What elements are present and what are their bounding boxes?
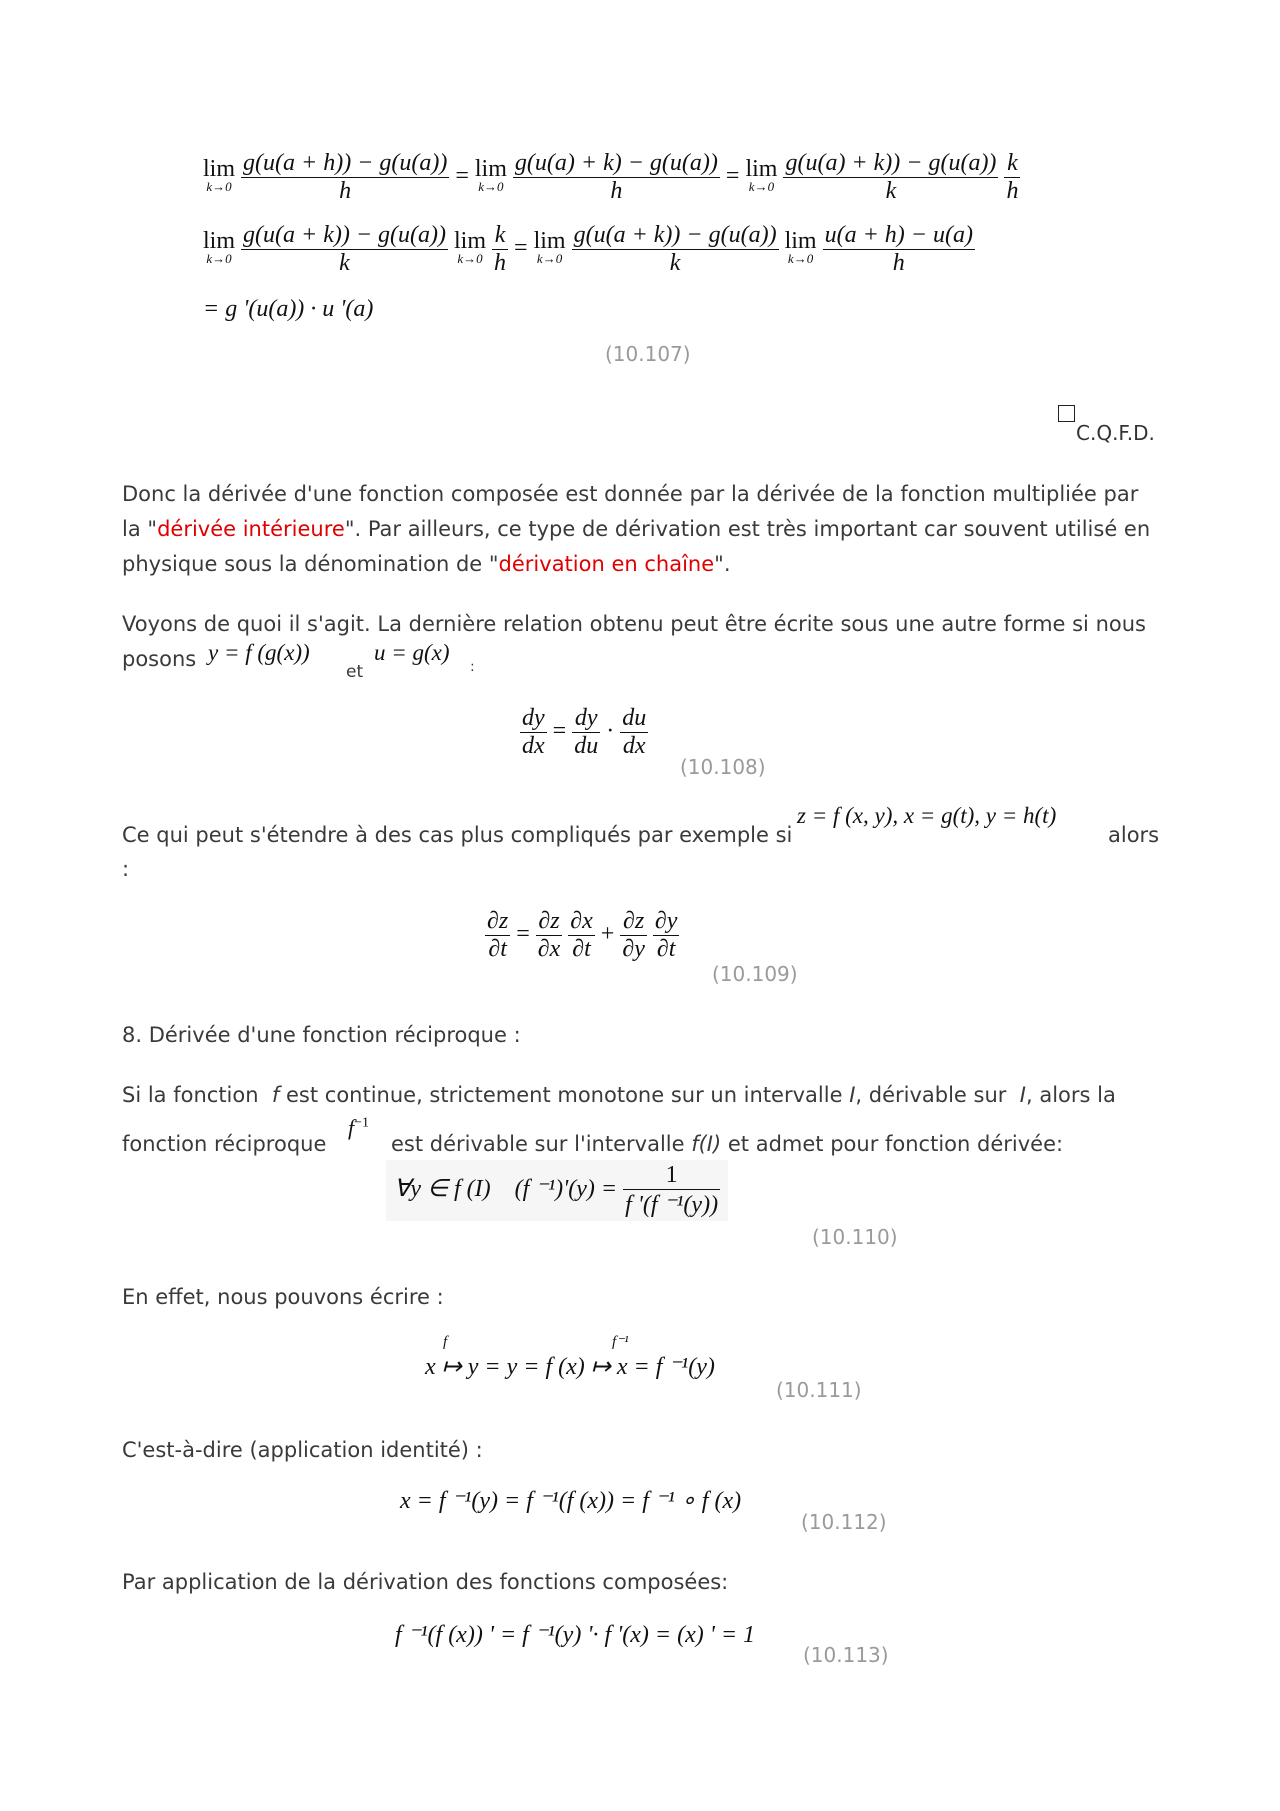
word-alors: alors: [1108, 823, 1160, 847]
paragraph-par-application: Par application de la dérivation des fonctions composées:: [122, 1570, 729, 1594]
highlight-derivation-en-chaine: dérivation en chaîne: [498, 552, 715, 576]
colon: :: [470, 659, 475, 675]
equation-10-113: f ⁻¹(f (x)) ' = f ⁻¹(y) '· f '(x) = (x) ' = 1: [395, 1622, 756, 1648]
paragraph-reciprocal: Si la fonction f est continue, strictement monotone sur un intervalle I, dérivable sur I, alors la: [122, 1083, 1116, 1107]
equation-10-109: $\frac{\partial z}{\partial t}$ = $\frac{\partial z}{\partial x}$ $\frac{\partial x}{\partial t}$ + $\frac{\partial z}{\partial y}$ $\frac{\partial y}{\partial t}$: [487, 908, 678, 962]
inline-math-finv: $f^{-1}$: [348, 1115, 370, 1140]
limit-operator: lim k→0: [745, 155, 778, 194]
fraction: $\frac{dy}{du}$: [574, 705, 599, 759]
fraction: $\frac{k}{h}$: [1006, 150, 1019, 204]
paragraph-en-effet: En effet, nous pouvons écrire :: [122, 1285, 444, 1309]
limit-operator: lim k→0: [474, 155, 507, 194]
limit-operator: lim k→0: [203, 227, 236, 266]
equation-number: (10.111): [776, 1378, 862, 1402]
qed-square-icon: [1058, 405, 1075, 422]
inline-math-z: z = f (x, y), x = g(t), y = h(t): [797, 803, 1057, 828]
fraction: $\frac{g(u(a + k)) - g(u(a))}{k}$: [573, 222, 777, 276]
limit-operator: lim k→0: [454, 227, 487, 266]
equation-10-112: x = f ⁻¹(y) = f ⁻¹(f (x)) = f ⁻¹ ∘ f (x): [400, 1488, 742, 1514]
paragraph-voyons: Voyons de quoi il s'agit. La dernière relation obtenu peut être écrite sous une autre forme si nous posons: [122, 612, 1146, 671]
equation-10-108: $\frac{dy}{dx}$ = $\frac{dy}{du}$ · $\frac{du}{dx}$: [522, 705, 647, 759]
fraction: $\frac{1}{\text{f '(f ⁻¹(y))}}$: [625, 1162, 719, 1218]
fraction: $\frac{g(u(a) + k) - g(u(a))}{h}$: [514, 150, 718, 204]
fraction: $\frac{du}{dx}$: [622, 705, 647, 759]
proof-line-2: lim k→0 $\frac{g(u(a + k)) - g(u(a))}{k}$ lim k→0 $\frac{k}{h}$ = lim k→0 $\frac{g(u(a + k)) - g(u(a))}{k}$ lim k→0 $\frac{u(a + h) - u(a)}{h}$: [203, 222, 973, 276]
fraction: $\frac{g(u(a + k)) - g(u(a))}{k}$: [243, 222, 446, 276]
inline-math-u: u = g(x): [374, 640, 450, 665]
qed-label: C.Q.F.D.: [1076, 421, 1155, 445]
colon: :: [122, 857, 130, 881]
arrow-label-f: f: [443, 1334, 448, 1350]
proof-line-1: lim k→0 $\frac{g(u(a + h)) - g(u(a))}{h}$ = lim k→0 $\frac{g(u(a) + k) - g(u(a))}{h}$ = lim k→0 $\frac{g(u(a) + k)) - g(u(a))}{k}$ $\frac{k}{h}$: [203, 150, 1019, 204]
equation-number: (10.112): [801, 1510, 887, 1534]
fraction: $\frac{\partial y}{\partial t}$: [654, 908, 678, 962]
fraction: $\frac{u(a + h) - u(a)}{h}$: [824, 222, 973, 276]
equation-10-111: x ↦ y = y = f (x) ↦ x = f ⁻¹(y): [425, 1354, 715, 1380]
equation-number: (10.110): [812, 1225, 898, 1249]
equation-number: (10.109): [712, 962, 798, 986]
fraction: $\frac{dy}{dx}$: [522, 705, 545, 759]
fraction: $\frac{\partial z}{\partial x}$: [537, 908, 561, 962]
equation-10-110: ∀y ∈ f (I) (f ⁻¹)'(y) = $\frac{1}{\text{f '(f ⁻¹(y))}}$: [386, 1160, 728, 1221]
highlight-derivee-interieure: dérivée intérieure: [157, 517, 345, 541]
equation-number: (10.108): [680, 755, 766, 779]
paragraph-composite-derivative: Donc la dérivée d'une fonction composée est donnée par la dérivée de la fonction multipliée par la "dérivée intérieure". Par ailleurs, ce type de dérivation est très important car souvent utilisé en physique sous la dénomination de "dérivation en chaîne".: [122, 482, 1151, 576]
fraction: $\frac{\partial z}{\partial t}$: [487, 908, 509, 962]
inline-math-y: y = f (g(x)): [208, 640, 310, 665]
fraction: $\frac{g(u(a) + k)) - g(u(a))}{k}$: [785, 150, 997, 204]
fraction: $\frac{k}{h}$: [494, 222, 507, 276]
equation-number: (10.113): [803, 1643, 889, 1667]
paragraph-cest-a-dire: C'est-à-dire (application identité) :: [122, 1438, 483, 1462]
paragraph-reciprocal-line2: fonction réciproque: [122, 1132, 327, 1156]
word-et: et: [346, 662, 364, 682]
section-heading-8: 8. Dérivée d'une fonction réciproque :: [122, 1023, 521, 1047]
limit-operator: lim k→0: [784, 227, 817, 266]
fraction: $\frac{g(u(a + h)) - g(u(a))}{h}$: [243, 150, 448, 204]
proof-line-3: = g '(u(a)) · u '(a): [203, 296, 374, 322]
fraction: $\frac{\partial x}{\partial t}$: [570, 908, 593, 962]
limit-operator: lim k→0: [203, 155, 236, 194]
fraction: $\frac{\partial z}{\partial y}$: [622, 908, 645, 962]
limit-operator: lim k→0: [533, 227, 566, 266]
equation-number: (10.107): [605, 342, 691, 366]
paragraph-reciprocal-line2b: est dérivable sur l'intervalle f(I) et admet pour fonction dérivée:: [391, 1132, 1064, 1156]
arrow-label-finv: f⁻¹: [612, 1334, 629, 1350]
paragraph-extension: Ce qui peut s'étendre à des cas plus compliqués par exemple si: [122, 823, 793, 847]
